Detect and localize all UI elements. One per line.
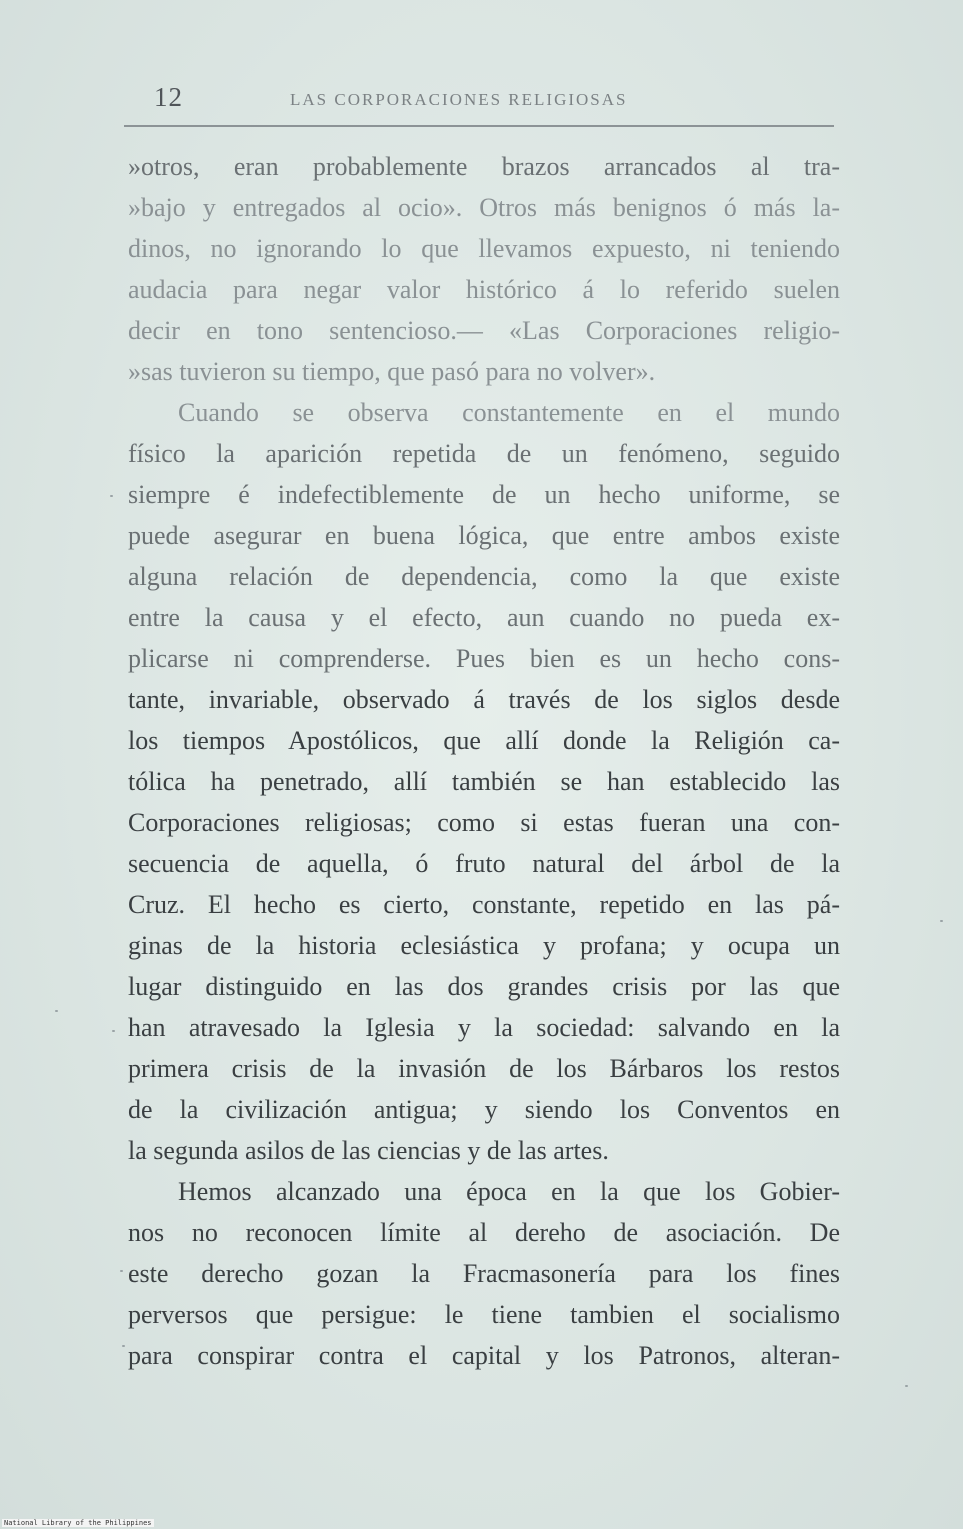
text-line: secuencia de aquella, ó fruto natural del árbol de la xyxy=(128,849,840,878)
text-line: plicarse ni comprenderse. Pues bien es un hecho cons- xyxy=(128,644,840,673)
body-text xyxy=(128,146,840,1376)
text-line: »sas tuvieron su tiempo, que pasó para no volver». xyxy=(128,357,656,386)
text-line: para conspirar contra el capital y los Patronos, alteran- xyxy=(128,1341,840,1370)
page-number: 12 xyxy=(154,82,183,112)
text-line: »otros, eran probablemente brazos arrancados al tra- xyxy=(128,152,840,181)
text-line: ginas de la historia eclesiástica y profana; y ocupa un xyxy=(128,931,840,960)
text-line: tólica ha penetrado, allí también se han establecido las xyxy=(128,767,840,796)
paper-speck xyxy=(120,1270,123,1272)
text-line: Hemos alcanzado una época en la que los Gobier- xyxy=(178,1177,840,1206)
text-line: alguna relación de dependencia, como la que existe xyxy=(128,562,840,591)
text-line: tante, invariable, observado á través de los siglos desde xyxy=(128,685,840,714)
paper-speck xyxy=(112,1030,115,1032)
text-line: han atravesado la Iglesia y la sociedad: salvando en la xyxy=(128,1013,840,1042)
text-line: Corporaciones religiosas; como si estas fueran una con- xyxy=(128,808,840,837)
text-line: la segunda asilos de las ciencias y de las artes. xyxy=(128,1136,609,1165)
text-line: decir en tono sentencioso.— «Las Corporaciones religio- xyxy=(128,316,840,345)
text-line: este derecho gozan la Fracmasonería para los fines xyxy=(128,1259,840,1288)
text-line: perversos que persigue: le tiene tambien el socialismo xyxy=(128,1300,840,1329)
text-line: entre la causa y el efecto, aun cuando no pueda ex- xyxy=(128,603,840,632)
header-rule xyxy=(124,125,834,127)
text-line: los tiempos Apostólicos, que allí donde la Religión ca- xyxy=(128,726,840,755)
paper-speck xyxy=(55,1010,58,1012)
text-line: lugar distinguido en las dos grandes crisis por las que xyxy=(128,972,840,1001)
text-line: de la civilización antigua; y siendo los Conventos en xyxy=(128,1095,840,1124)
text-line: siempre é indefectiblemente de un hecho uniforme, se xyxy=(128,480,840,509)
text-line: audacia para negar valor histórico á lo referido suelen xyxy=(128,275,840,304)
text-line: puede asegurar en buena lógica, que entre ambos existe xyxy=(128,521,840,550)
text-line: Cuando se observa constantemente en el mundo xyxy=(178,398,840,427)
text-line: »bajo y entregados al ocio». Otros más benignos ó más la- xyxy=(128,193,840,222)
text-line: primera crisis de la invasión de los Bárbaros los restos xyxy=(128,1054,840,1083)
paper-speck xyxy=(905,1385,908,1387)
text-line: Cruz. El hecho es cierto, constante, repetido en las pá- xyxy=(128,890,840,919)
library-credit: National Library of the Philippines xyxy=(4,1519,152,1527)
paper-speck xyxy=(122,1345,125,1347)
text-line: físico la aparición repetida de un fenómeno, seguido xyxy=(128,439,840,468)
paper-speck xyxy=(110,495,113,497)
text-line: nos no reconocen límite al dereho de asociación. De xyxy=(128,1218,840,1247)
text-line: dinos, no ignorando lo que llevamos expuesto, ni teniendo xyxy=(128,234,840,263)
paper-speck xyxy=(940,920,943,922)
running-head: LAS CORPORACIONES RELIGIOSAS xyxy=(290,90,628,109)
page-header xyxy=(124,82,834,114)
